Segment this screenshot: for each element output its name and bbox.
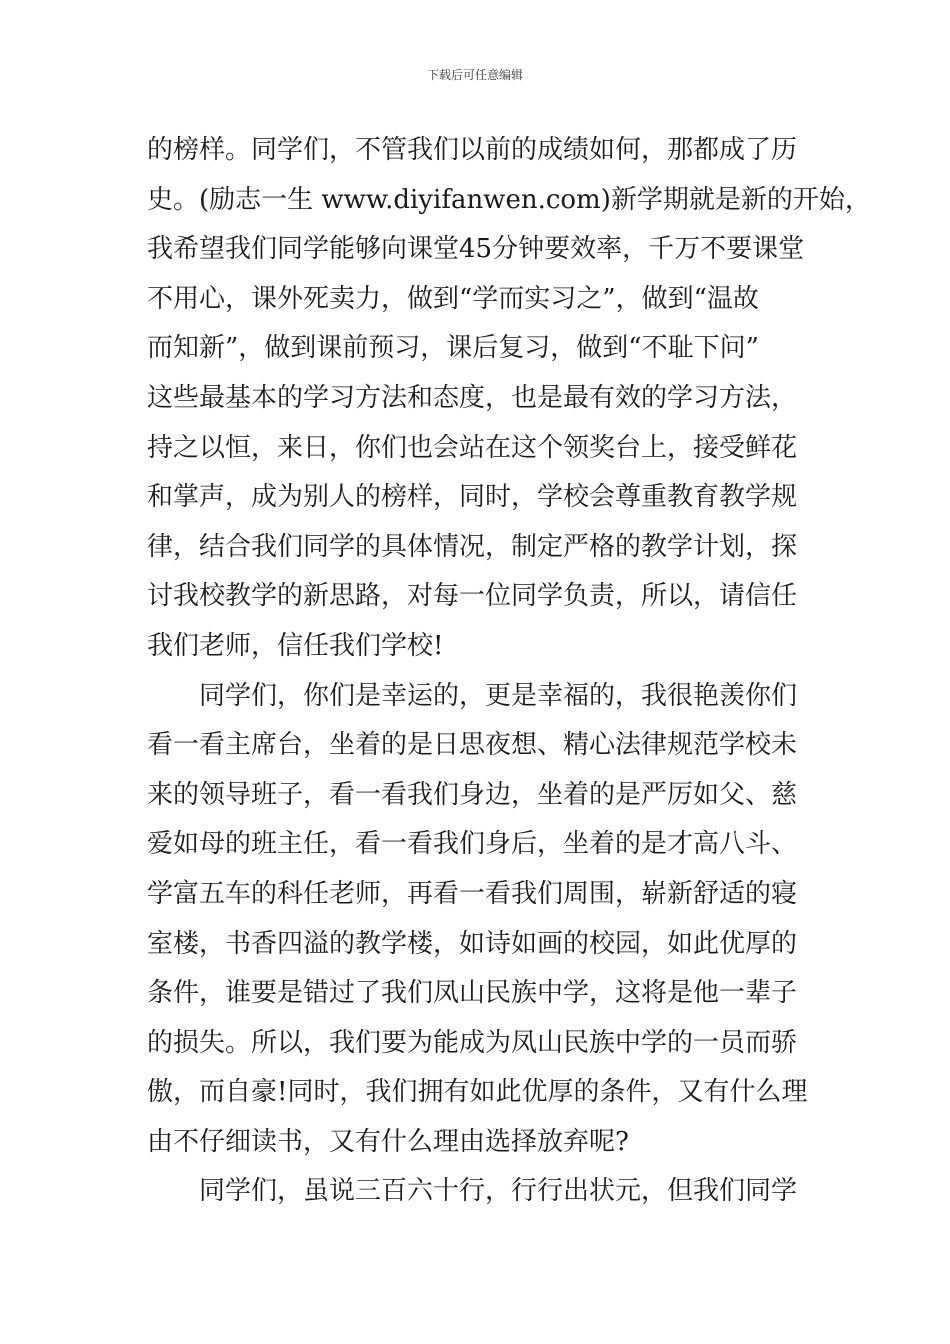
text-line: 持之以恒，来日，你们也会站在这个领奖台上，接受鲜花 [147,432,798,463]
text-line: 室楼，书香四溢的教学楼，如诗如画的校园，如此优厚的 [147,928,798,959]
text-line: 来的领导班子，看一看我们身边，坐着的是严厉如父、慈 [147,779,798,810]
text-line: 律，结合我们同学的具体情况，制定严格的教学计划，探 [147,531,798,562]
text-line: 我们老师，信任我们学校! [147,630,444,661]
text-line: 爱如母的班主任，看一看我们身后，坐着的是才高八斗、 [147,829,798,860]
text-line: 看一看主席台，坐着的是日思夜想、精心法律规范学校未 [147,730,798,761]
text-line: 而知新”，做到课前预习，课后复习，做到“不耻下问” [147,333,759,364]
document-body [147,126,871,1217]
text-line: 的榜样。同学们，不管我们以前的成绩如何，那都成了历 [147,135,798,165]
text-line: 傲，而自豪!同时，我们拥有如此优厚的条件，又有什么理 [147,1077,808,1108]
text-line: 的损失。所以，我们要为能成为凤山民族中学的一员而骄 [147,1027,798,1058]
page-header: 下载后可任意编辑 [426,68,523,82]
text-line: 由不仔细读书，又有什么理由选择放弃呢? [147,1126,629,1157]
text-line: 讨我校教学的新思路，对每一位同学负责，所以，请信任 [147,581,798,612]
text-line: 史。(励志一生 www.diyifanwen.com)新学期就是新的开始， [147,184,871,215]
text-line: 我希望我们同学能够向课堂45分钟要效率，千万不要课堂 [147,234,805,265]
text-line: 这些最基本的学习方法和态度，也是最有效的学习方法， [147,382,798,413]
text-line: 学富五车的科任老师，再看一看我们周围，崭新舒适的寝 [147,878,798,909]
paragraph-first-line: 同学们，你们是幸运的，更是幸福的，我很艳羡你们 [199,680,798,711]
text-line: 和掌声，成为别人的榜样，同时，学校会尊重教育教学规 [147,482,798,513]
text-line: 条件，谁要是错过了我们凤山民族中学，这将是他一辈子 [147,978,798,1009]
paragraph-first-line: 同学们，虽说三百六十行，行行出状元，但我们同学 [199,1176,798,1207]
text-line: 不用心，课外死卖力，做到“学而实习之”，做到“温故 [147,283,759,314]
